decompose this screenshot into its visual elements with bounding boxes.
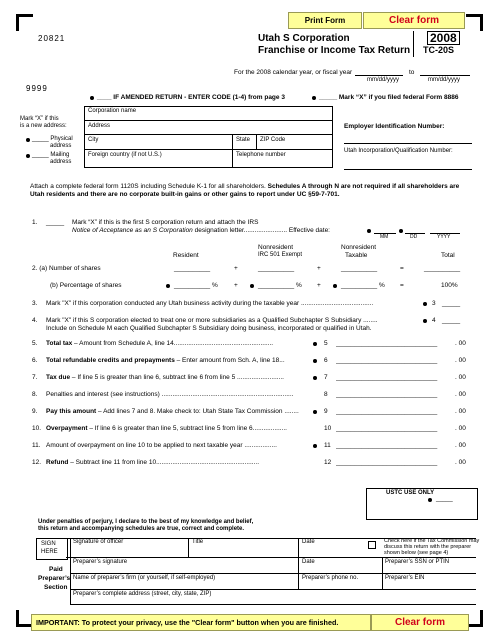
bullet-icon [313, 410, 317, 414]
line3-checkbox[interactable]: _____ [442, 300, 461, 307]
barcode-code: 9999 [26, 84, 48, 93]
ustc-field: _____ [436, 496, 453, 502]
corp-divider-3 [84, 149, 332, 150]
officer-signature-field[interactable]: Signature of officer [73, 539, 124, 545]
bullet-icon [333, 284, 337, 288]
line8-description: Penalties and interest (see instructions) ......................................................................... [46, 391, 294, 398]
line3-ref: 3 [432, 300, 436, 307]
date-hint-start: mm/dd/yyyy [367, 77, 400, 83]
line12-text [46, 459, 310, 467]
bullet-icon [313, 444, 317, 448]
col-nonres-exempt-2: IRC 501 Exempt [258, 252, 303, 258]
bullet-icon [250, 284, 254, 288]
line10-amount-field[interactable]: ____________________________ [336, 425, 438, 432]
line7-bold-label: Tax due [46, 374, 71, 381]
line1-num: 1. [32, 219, 38, 226]
perjury-line2: this return and accompanying schedules are true, correct and complete. [38, 526, 245, 532]
ein-label: Employer Identification Number: [344, 123, 445, 130]
sign-vline-title [188, 538, 189, 557]
line12-num: 12. [32, 459, 42, 466]
line9-text [46, 408, 310, 416]
title-field[interactable]: Title [192, 539, 204, 545]
amended-text: IF AMENDED RETURN - ENTER CODE (1-4) from page 3 [113, 94, 285, 101]
line6-bold-label: Total refundable credits and prepayments [46, 357, 175, 364]
address-field[interactable]: Address [88, 123, 111, 129]
corporation-name-field[interactable]: Corporation name [88, 108, 137, 114]
line1-text1: Mark “X” if this is the first S corporation return and attach the IRS [72, 219, 259, 226]
sign-bottom-line [70, 604, 476, 605]
preparer-ein-field[interactable]: Preparer’s EIN [385, 575, 425, 581]
pct-total-value: 100% [441, 282, 458, 289]
line9-cents: . 00 [455, 408, 466, 415]
equals-sign: = [400, 265, 404, 272]
foreign-country-field[interactable]: Foreign country (if not U.S.) [88, 152, 162, 158]
corp-divider-phone [232, 149, 233, 167]
line8-cents: . 00 [455, 391, 466, 398]
line10-cents: . 00 [455, 425, 466, 432]
amended-return[interactable] [97, 94, 285, 102]
line7-cents: . 00 [455, 374, 466, 381]
bullet-icon [312, 96, 316, 100]
shares-total-field[interactable]: __________ [424, 265, 461, 272]
line1-checkbox[interactable]: _____ [46, 219, 65, 226]
date-hint-end: mm/dd/yyyy [428, 77, 461, 83]
sign-line-2 [66, 557, 476, 558]
paid-label2: Preparer’s [38, 575, 71, 582]
plus-sign: + [234, 282, 238, 289]
paid-label1: Paid [49, 566, 63, 573]
line11-num: 11. [32, 442, 41, 449]
federal-8886-blank: _____ [319, 94, 338, 101]
preparer-date-field[interactable]: Date [302, 559, 315, 565]
pct-sign: % [379, 282, 385, 289]
line2a-label: 2. (a) Number of shares [32, 265, 101, 272]
effective-yyyy-hint: YYYY [437, 234, 451, 240]
sign-vline-phone [298, 573, 299, 589]
bullet-icon [313, 342, 317, 346]
sign-here-label1: SIGN [41, 541, 56, 547]
sign-vline-prepdate [298, 557, 299, 573]
sign-vline-ssn [382, 557, 383, 573]
line11-text [46, 442, 310, 450]
preparer-signature-field[interactable]: Preparer’s signature [73, 559, 128, 565]
corp-divider-1 [84, 120, 332, 121]
date-field[interactable]: Date [302, 539, 315, 545]
line9-amount-field[interactable]: ____________________________ [336, 408, 438, 415]
line3-text: Mark "X" if this corporation conducted any Utah business activity during the taxable year ........................................ [46, 300, 374, 307]
preparer-address-field[interactable]: Preparer’s complete address (street, city, state, ZIP) [73, 591, 212, 597]
shares-exempt-field[interactable]: __________ [258, 265, 295, 272]
line7-amount-field[interactable]: ____________________________ [336, 374, 438, 381]
amended-blank: ____ [97, 94, 112, 101]
line5-num: 5. [32, 340, 38, 347]
bullet-icon [313, 359, 317, 363]
bullet-icon [26, 154, 30, 158]
line11-description: Amount of overpayment on line 10 to be applied to next taxable year .................. [46, 442, 277, 449]
privacy-notice-text: IMPORTANT: To protect your privacy, use the "Clear form" button when you are finished. [36, 618, 339, 627]
federal-8886-text: Mark “X” if you filed federal Form 8886 [338, 94, 459, 101]
line12-amount-field[interactable]: ____________________________ [336, 459, 438, 466]
state-field[interactable]: State [236, 137, 251, 143]
line6-ref: 6 [324, 357, 328, 364]
attach-note-part1: Attach a complete federal form 1120S including Schedule K-1 for all shareholders. [30, 183, 268, 190]
col-resident: Resident [173, 252, 199, 259]
bullet-icon [26, 138, 30, 142]
form-id: TC-20S [423, 45, 455, 55]
shares-taxable-field[interactable]: __________ [341, 265, 378, 272]
period-start-field[interactable] [355, 75, 403, 76]
period-text: For the 2008 calendar year, or fiscal year [234, 69, 353, 76]
preparer-name-field[interactable]: Name of preparer’s firm (or yourself, if self-employed) [73, 575, 216, 581]
form-year: 2008 [427, 31, 460, 45]
period-end-field[interactable] [420, 75, 470, 76]
line4-ref: 4 [432, 317, 436, 324]
shares-resident-field[interactable]: __________ [174, 265, 211, 272]
line2b-label: (b) Percentage of shares [50, 282, 122, 289]
line8-num: 8. [32, 391, 38, 398]
line4-num: 4. [32, 317, 38, 324]
equals-sign: = [400, 282, 404, 289]
corp-divider-2 [84, 134, 332, 135]
col-nonres-taxable-2: Taxable [345, 252, 368, 259]
pct-exempt-field[interactable]: __________ [258, 282, 295, 289]
bullet-icon [423, 319, 427, 323]
line10-bold-label: Overpayment [46, 425, 88, 432]
line10-text [46, 425, 310, 433]
physical-address-checkbox[interactable]: _____ Physical [32, 136, 73, 142]
line5-description: – Amount from Schedule A, line 14....................................................... [72, 340, 274, 347]
sign-here-label2: HERE [41, 549, 58, 555]
attach-note-part2: Schedules A through N are not required if all shareholders are Utah residents and there are no corporate built-in gains or other gains to report under UC §59-7-701. [30, 183, 460, 198]
clear-form-label: Clear form [388, 15, 439, 26]
line5-bold-label: Total tax [46, 340, 73, 347]
line12-description: – Subtract line 11 from line 10......................................................... [68, 459, 260, 466]
bullet-icon [423, 302, 427, 306]
bullet-icon [90, 96, 94, 100]
line9-ref: 9 [324, 408, 328, 415]
plus-sign: + [317, 265, 321, 272]
qualification-field[interactable] [344, 169, 472, 170]
line1-notice-title: Notice of Acceptance as an S Corporation [72, 227, 193, 234]
line8-ref: 8 [324, 391, 328, 398]
line11-cents: . 00 [455, 442, 466, 449]
qualification-label: Utah Incorporation/Qualification Number: [344, 148, 453, 154]
clear-form-bottom-label: Clear form [394, 617, 445, 628]
line5-ref: 5 [324, 340, 328, 347]
line5-text [46, 340, 310, 348]
zip-field[interactable]: ZIP Code [260, 137, 286, 143]
discuss-checkbox[interactable] [368, 541, 376, 549]
line9-bold-label: Pay this amount [46, 408, 97, 415]
bullet-icon [399, 229, 403, 233]
telephone-field[interactable]: Telephone number [236, 152, 286, 158]
line10-description: – If line 6 is greater than line 5, subtract line 5 from line 6................... [87, 425, 287, 432]
line6-amount-field[interactable]: ____________________________ [336, 357, 438, 364]
line6-text [46, 357, 310, 365]
line6-cents: . 00 [455, 357, 466, 364]
print-form-label: Print Form [304, 16, 346, 25]
privacy-notice [31, 614, 371, 631]
bullet-icon [428, 498, 432, 502]
col-total: Total [441, 252, 455, 259]
effective-mm-hint: MM [380, 234, 389, 240]
pct-sign: % [296, 282, 302, 289]
corner-mark-top-right [466, 14, 483, 31]
effective-dd-hint: DD [410, 234, 418, 240]
bullet-icon [313, 376, 317, 380]
form-title-line1: Utah S Corporation [258, 33, 350, 44]
line4-text2: Include on Schedule M each Qualified Subchapter S Subsidiary doing business, incorporated or qualified in Utah. [46, 325, 372, 332]
physical-address-label: address [50, 143, 72, 149]
line12-cents: . 00 [455, 459, 466, 466]
form-title-line2: Franchise or Income Tax Return [258, 45, 411, 56]
bullet-icon [166, 284, 170, 288]
period-to-text: to [409, 69, 415, 76]
line6-num: 6. [32, 357, 38, 364]
line5-cents: . 00 [455, 340, 466, 347]
address-change-label2: is a new address: [20, 123, 67, 129]
pct-sign: % [212, 282, 218, 289]
line10-ref: 10 [324, 425, 332, 432]
line3-num: 3. [32, 300, 38, 307]
corp-divider-zip [256, 134, 257, 149]
line7-ref: 7 [324, 374, 328, 381]
line8-amount-field[interactable]: ____________________________ [336, 391, 438, 398]
header-divider [413, 31, 414, 57]
form-code: 20821 [38, 34, 66, 43]
col-nonres-exempt-1: Nonresident [258, 244, 294, 251]
col-nonres-taxable-1: Nonresident [341, 244, 377, 251]
line12-bold-label: Refund [46, 459, 69, 466]
sign-line-3 [70, 573, 476, 574]
corner-mark-top-left [16, 14, 33, 31]
line10-num: 10. [32, 425, 42, 432]
line8-text [46, 391, 310, 399]
line1-notice-rest: designation letter........................ Effective date: [192, 227, 330, 234]
perjury-line1: Under penalties of perjury, I declare to the best of my knowledge and belief, [38, 519, 254, 525]
pct-resident-field[interactable]: __________ [174, 282, 211, 289]
paid-label3: Section [44, 584, 68, 591]
preparer-phone-field[interactable]: Preparer’s phone no. [302, 575, 359, 581]
line7-num: 7. [32, 374, 38, 381]
plus-sign: + [317, 282, 321, 289]
sign-vline-1 [70, 538, 71, 604]
ein-field[interactable] [344, 143, 472, 144]
line11-amount-field[interactable]: ____________________________ [336, 442, 438, 449]
preparer-ssn-field[interactable]: Preparer’s SSN or PTIN [385, 559, 450, 565]
line9-num: 9. [32, 408, 38, 415]
address-change-label1: Mark “X” if this [20, 116, 59, 122]
sign-vline-ein [382, 573, 383, 589]
corp-divider-state [232, 134, 233, 149]
line7-text [46, 374, 310, 382]
pct-taxable-field[interactable]: __________ [341, 282, 378, 289]
clear-form-bottom-button[interactable] [371, 614, 469, 631]
line5-amount-field[interactable]: ____________________________ [336, 340, 438, 347]
line1-text2 [72, 227, 330, 235]
line4-checkbox[interactable]: _____ [442, 317, 461, 324]
discuss-text: Check here if the Tax Commission may discuss this return with the preparer shown below (see page 4) [384, 538, 480, 557]
print-form-button[interactable] [288, 12, 362, 29]
line12-ref: 12 [324, 459, 332, 466]
line7-description: – If line 5 is greater than line 6, subtract line 6 from line 5 .......................... [70, 374, 284, 381]
line4-text: Mark "X" if this S corporation elected to treat one or more subsidiaries as a Qualified Subchapter S Subsidiary ........ [46, 317, 378, 324]
federal-8886-checkbox[interactable] [319, 94, 458, 102]
mailing-address-label: address [50, 159, 72, 165]
line6-description: – Enter amount from Sch. A, line 18... [174, 357, 285, 364]
bullet-icon [367, 229, 371, 233]
city-field[interactable]: City [88, 137, 99, 143]
line9-description: – Add lines 7 and 8. Make check to: Utah State Tax Commission ........ [96, 408, 299, 415]
ustc-use-only-label: USTC USE ONLY [386, 490, 435, 496]
attach-note [30, 183, 475, 199]
plus-sign: + [234, 265, 238, 272]
sign-vline-date [298, 538, 299, 557]
line11-ref: 11 [324, 442, 331, 449]
clear-form-button[interactable] [363, 12, 465, 29]
mailing-address-checkbox[interactable]: _____ Mailing [32, 152, 70, 158]
sign-line-4 [70, 589, 476, 590]
